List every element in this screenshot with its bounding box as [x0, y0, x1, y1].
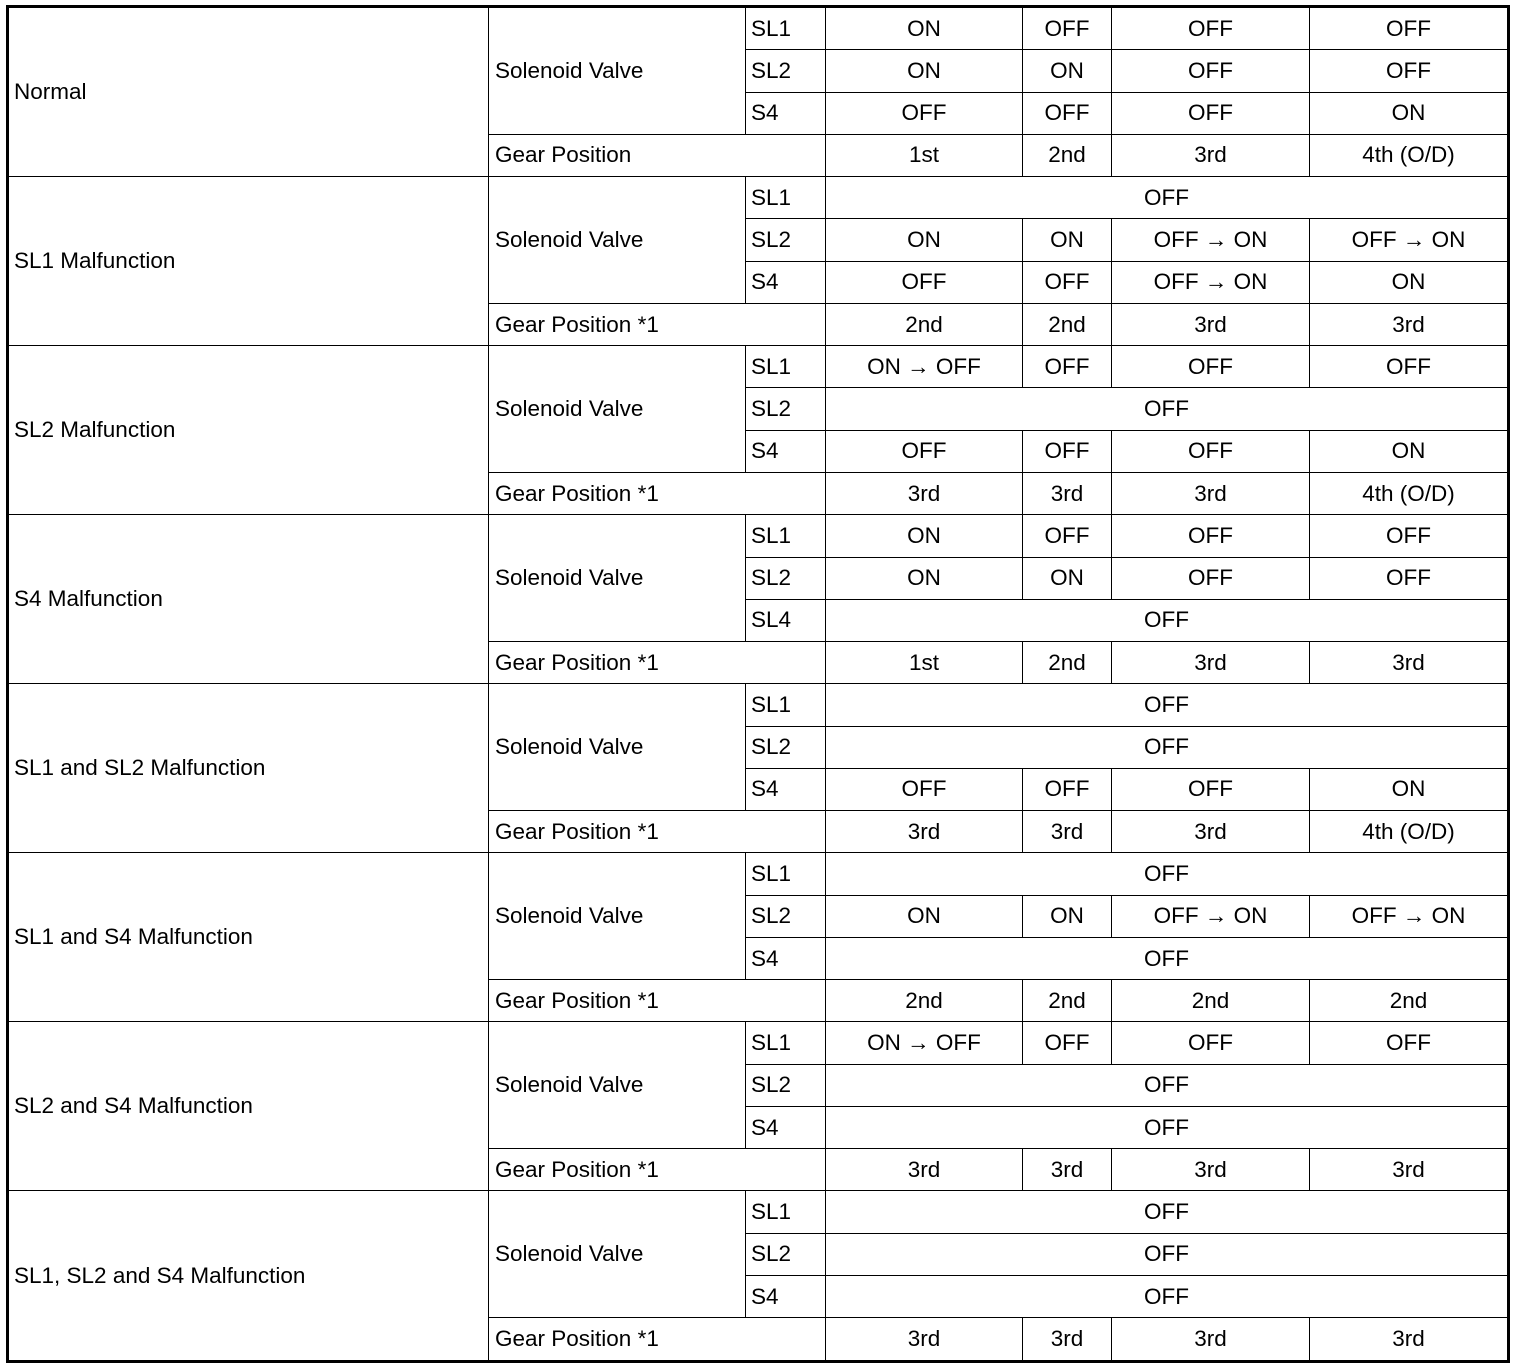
gear-position-label: Gear Position *1 [489, 1318, 826, 1362]
state-cell: OFF [1310, 1022, 1509, 1064]
gear-position-label: Gear Position *1 [489, 472, 826, 514]
solenoid-name: SL2 [746, 50, 826, 92]
table-row [8, 853, 1509, 895]
table-row [8, 346, 1509, 388]
solenoid-gear-table [6, 5, 1510, 1363]
state-cell: ON [1310, 92, 1509, 134]
state-cell: OFF → ON [1112, 219, 1310, 261]
state-cell: ON [826, 515, 1023, 557]
gear-cell: 4th (O/D) [1310, 472, 1509, 514]
solenoid-name: SL2 [746, 388, 826, 430]
solenoid-name: SL4 [746, 599, 826, 641]
solenoid-name: S4 [746, 261, 826, 303]
condition-label: Normal [8, 7, 489, 177]
gear-cell: 2nd [1310, 980, 1509, 1022]
gear-cell: 2nd [1023, 980, 1112, 1022]
solenoid-name: S4 [746, 430, 826, 472]
state-cell: OFF [1023, 7, 1112, 50]
solenoid-name: SL2 [746, 726, 826, 768]
state-cell: ON [1023, 50, 1112, 92]
state-cell: OFF [826, 1233, 1509, 1275]
state-cell: OFF [1310, 515, 1509, 557]
gear-cell: 3rd [1023, 1318, 1112, 1362]
state-cell: OFF [1023, 768, 1112, 810]
condition-label: SL1 and SL2 Malfunction [8, 684, 489, 853]
gear-position-label: Gear Position *1 [489, 980, 826, 1022]
state-cell: OFF [1023, 261, 1112, 303]
table-row [8, 1191, 1509, 1233]
gear-cell: 3rd [1112, 134, 1310, 176]
solenoid-valve-label: Solenoid Valve [489, 515, 746, 642]
state-cell: ON [826, 219, 1023, 261]
state-cell: OFF [1112, 7, 1310, 50]
state-cell: ON [1310, 261, 1509, 303]
gear-cell: 3rd [1023, 472, 1112, 514]
state-cell: OFF [1310, 346, 1509, 388]
state-cell: OFF [1310, 7, 1509, 50]
solenoid-name: SL1 [746, 7, 826, 50]
state-cell: ON [826, 7, 1023, 50]
gear-cell: 2nd [1112, 980, 1310, 1022]
state-cell: OFF [826, 768, 1023, 810]
state-cell: ON → OFF [826, 1022, 1023, 1064]
state-cell: ON [1310, 430, 1509, 472]
gear-position-label: Gear Position *1 [489, 642, 826, 684]
condition-label: SL2 and S4 Malfunction [8, 1022, 489, 1191]
table-row [8, 515, 1509, 557]
solenoid-valve-label: Solenoid Valve [489, 7, 746, 135]
gear-cell: 1st [826, 134, 1023, 176]
state-cell: OFF [826, 853, 1509, 895]
table-row [8, 684, 1509, 726]
gear-cell: 3rd [1112, 1149, 1310, 1191]
gear-cell: 3rd [826, 1318, 1023, 1362]
solenoid-name: SL1 [746, 1191, 826, 1233]
gear-cell: 4th (O/D) [1310, 811, 1509, 853]
gear-cell: 1st [826, 642, 1023, 684]
state-cell: OFF [1023, 430, 1112, 472]
gear-cell: 3rd [1310, 1318, 1509, 1362]
gear-cell: 3rd [1023, 1149, 1112, 1191]
state-cell: OFF [1112, 768, 1310, 810]
solenoid-valve-label: Solenoid Valve [489, 177, 746, 304]
solenoid-name: SL1 [746, 346, 826, 388]
gear-cell: 3rd [1310, 303, 1509, 345]
state-cell: ON [826, 557, 1023, 599]
solenoid-name: S4 [746, 1276, 826, 1318]
gear-cell: 3rd [826, 472, 1023, 514]
state-cell: OFF [826, 684, 1509, 726]
state-cell: OFF [1023, 92, 1112, 134]
gear-cell: 3rd [826, 811, 1023, 853]
solenoid-name: SL1 [746, 515, 826, 557]
state-cell: OFF [826, 177, 1509, 219]
gear-cell: 2nd [826, 980, 1023, 1022]
state-cell: OFF [826, 726, 1509, 768]
solenoid-name: S4 [746, 768, 826, 810]
state-cell: OFF [1023, 346, 1112, 388]
state-cell: OFF [1112, 557, 1310, 599]
gear-cell: 2nd [1023, 303, 1112, 345]
state-cell: OFF [826, 937, 1509, 979]
state-cell: OFF [826, 1191, 1509, 1233]
table-row [8, 1022, 1509, 1064]
gear-cell: 3rd [1310, 642, 1509, 684]
state-cell: ON [1310, 768, 1509, 810]
state-cell: ON → OFF [826, 346, 1023, 388]
gear-cell: 3rd [826, 1149, 1023, 1191]
gear-cell: 2nd [1023, 134, 1112, 176]
gear-position-label: Gear Position *1 [489, 811, 826, 853]
state-cell: ON [826, 895, 1023, 937]
gear-cell: 3rd [1112, 642, 1310, 684]
state-cell: ON [826, 50, 1023, 92]
gear-position-label: Gear Position *1 [489, 303, 826, 345]
state-cell: OFF [826, 599, 1509, 641]
condition-label: SL1, SL2 and S4 Malfunction [8, 1191, 489, 1362]
state-cell: ON [1023, 895, 1112, 937]
solenoid-name: SL2 [746, 895, 826, 937]
state-cell: OFF [1112, 50, 1310, 92]
gear-cell: 2nd [826, 303, 1023, 345]
solenoid-valve-label: Solenoid Valve [489, 684, 746, 811]
condition-label: SL1 and S4 Malfunction [8, 853, 489, 1022]
state-cell: OFF [826, 388, 1509, 430]
condition-label: SL2 Malfunction [8, 346, 489, 515]
state-cell: OFF [826, 1276, 1509, 1318]
state-cell: OFF → ON [1112, 895, 1310, 937]
gear-cell: 3rd [1112, 303, 1310, 345]
state-cell: OFF [1310, 50, 1509, 92]
state-cell: OFF → ON [1112, 261, 1310, 303]
state-cell: OFF [826, 1064, 1509, 1106]
solenoid-valve-label: Solenoid Valve [489, 853, 746, 980]
state-cell: OFF [1112, 346, 1310, 388]
gear-cell: 3rd [1112, 811, 1310, 853]
solenoid-name: S4 [746, 92, 826, 134]
solenoid-name: SL1 [746, 853, 826, 895]
gear-position-label: Gear Position *1 [489, 1149, 826, 1191]
gear-cell: 3rd [1112, 472, 1310, 514]
solenoid-name: S4 [746, 1106, 826, 1148]
solenoid-valve-label: Solenoid Valve [489, 1022, 746, 1149]
gear-position-label: Gear Position [489, 134, 826, 176]
state-cell: OFF [826, 1106, 1509, 1148]
gear-cell: 2nd [1023, 642, 1112, 684]
solenoid-name: SL1 [746, 684, 826, 726]
table-row [8, 7, 1509, 50]
state-cell: OFF [1112, 515, 1310, 557]
condition-label: S4 Malfunction [8, 515, 489, 684]
state-cell: OFF [1310, 557, 1509, 599]
solenoid-name: SL2 [746, 219, 826, 261]
state-cell: OFF [1112, 1022, 1310, 1064]
solenoid-name: S4 [746, 937, 826, 979]
state-cell: OFF [1112, 92, 1310, 134]
state-cell: ON [1023, 557, 1112, 599]
state-cell: OFF → ON [1310, 895, 1509, 937]
state-cell: OFF [1023, 1022, 1112, 1064]
solenoid-name: SL2 [746, 1233, 826, 1275]
table-row [8, 177, 1509, 219]
state-cell: OFF [1112, 430, 1310, 472]
gear-cell: 3rd [1310, 1149, 1509, 1191]
state-cell: OFF → ON [1310, 219, 1509, 261]
gear-cell: 4th (O/D) [1310, 134, 1509, 176]
state-cell: OFF [826, 261, 1023, 303]
state-cell: OFF [826, 430, 1023, 472]
state-cell: ON [1023, 219, 1112, 261]
solenoid-name: SL1 [746, 177, 826, 219]
solenoid-name: SL2 [746, 557, 826, 599]
solenoid-valve-label: Solenoid Valve [489, 346, 746, 473]
state-cell: OFF [1023, 515, 1112, 557]
gear-cell: 3rd [1112, 1318, 1310, 1362]
gear-cell: 3rd [1023, 811, 1112, 853]
state-cell: OFF [826, 92, 1023, 134]
solenoid-name: SL1 [746, 1022, 826, 1064]
solenoid-valve-label: Solenoid Valve [489, 1191, 746, 1318]
solenoid-name: SL2 [746, 1064, 826, 1106]
condition-label: SL1 Malfunction [8, 177, 489, 346]
